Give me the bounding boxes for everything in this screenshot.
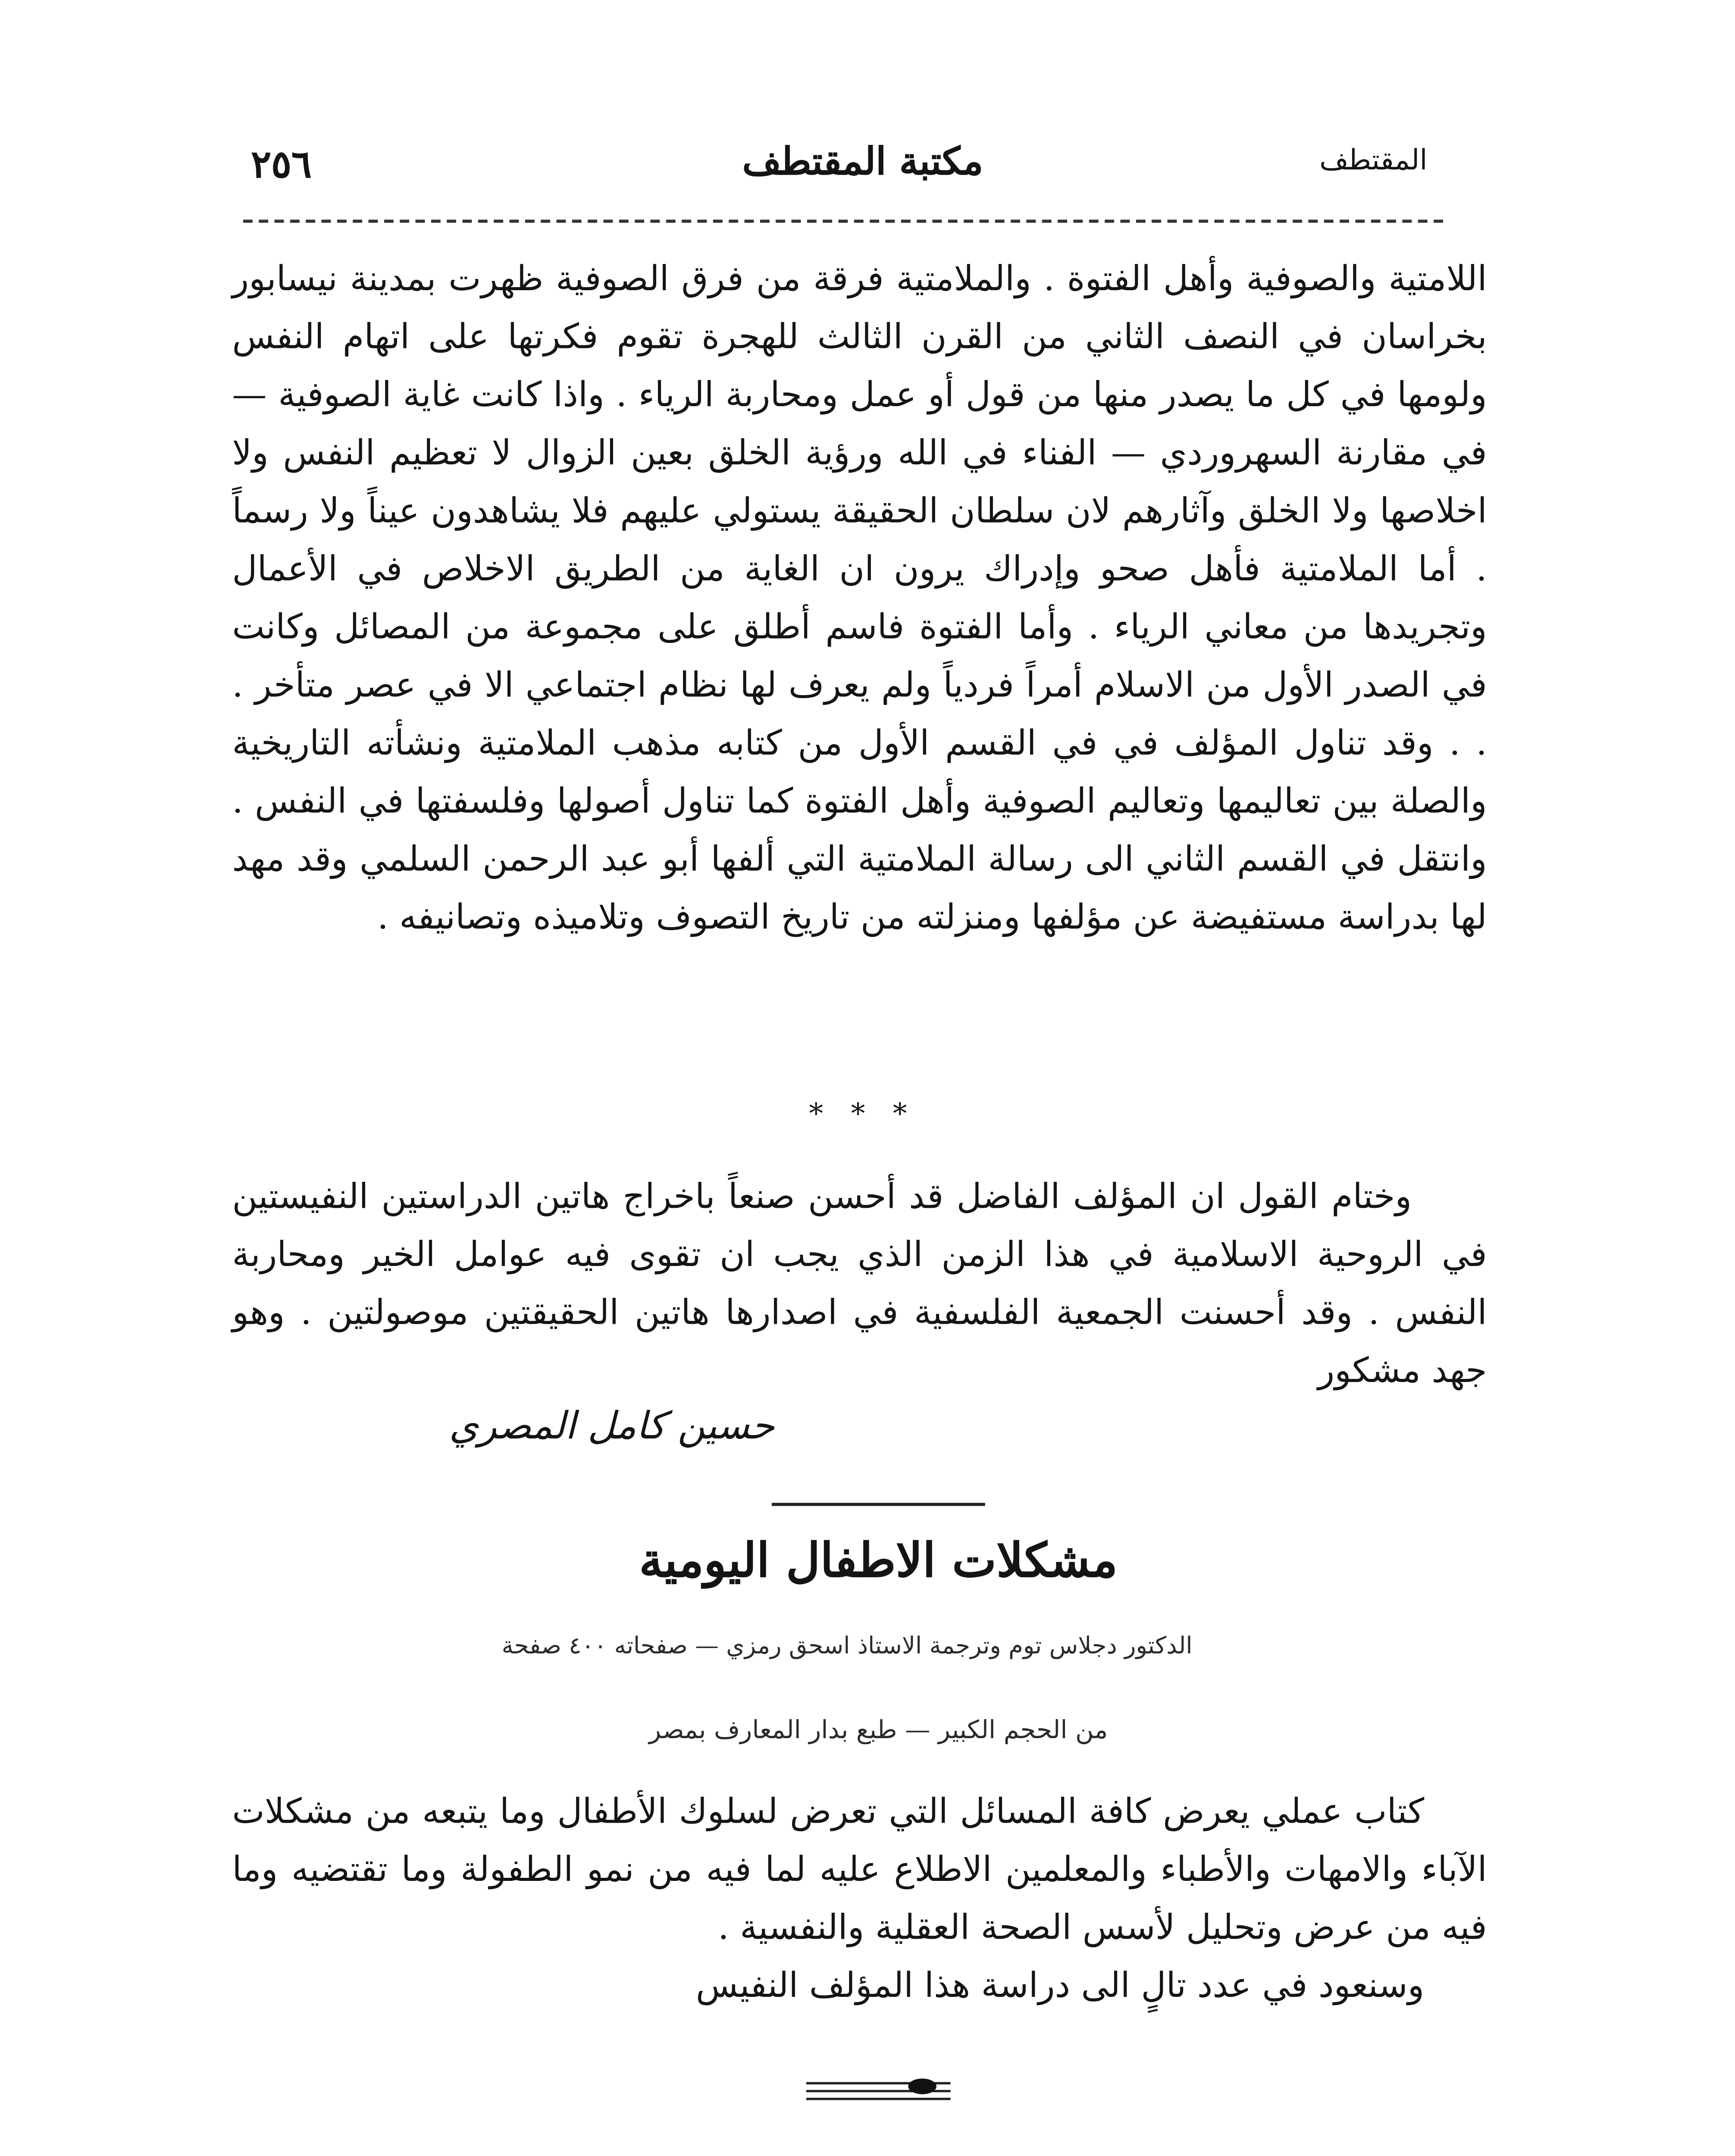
book-description-paragraph: كتاب عملي يعرض كافة المسائل التي تعرض لسلوك الأطفال وما يتبعه من مشكلات الآباء والامهات والأطباء والمعلمين الاطلاع عليه لما فيه من نمو الطفولة وما تقتضيه وما فيه من عرض وتحليل لأسس الصحة العقلية والنفسية . — [232, 1793, 1487, 1949]
book-description — [232, 1783, 1487, 2015]
book-title: مشكلات الاطفال اليومية — [639, 1534, 1118, 1589]
magazine-name: المقتطف — [1319, 144, 1428, 178]
review-paragraph: اللامتية والصوفية وأهل الفتوة . والملامتية فرقة من فرق الصوفية ظهرت بمدينة نيسابور بخراسان في النصف الثاني من القرن الثالث للهجرة تقوم فكرتها على اتهام النفس ولومها في كل ما يصدر منها من قول أو عمل ومحاربة الرياء . واذا كانت غاية الصوفية — في مقارنة السهروردي — الفناء في الله ورؤية الخلق بعين الزوال لا تعظيم النفس ولا اخلاصها ولا الخلق وآثارهم لان سلطان الحقيقة يستولي عليهم فلا يشاهدون عيناً ولا رسماً . أما الملامتية فأهل صحو وإدراك يرون ان الغاية من الطريق الاخلاص في الأعمال وتجريدها من معاني الرياء . وأما الفتوة فاسم أطلق على مجموعة من المصائل وكانت في الصدر الأول من الاسلام أمراً فردياً ولم يعرف لها نظام اجتماعي الا في عصر متأخر . . . وقد تناول المؤلف في في القسم الأول من كتابه مذهب الملامتية ونشأته التاريخية والصلة بين تعاليمها وتعاليم الصوفية وأهل الفتوة كما تناول أصولها وفلسفتها في النفس . وانتقل في القسم الثاني الى رسالة الملامتية التي ألفها أبو عبد الرحمن السلمي وقد مهد لها بدراسة مستفيضة عن مؤلفها ومنزلته من تاريخ التصوف وتلاميذه وتصانيفه . — [232, 260, 1487, 938]
book-followup-note: وسنعود في عدد تالٍ الى دراسة هذا المؤلف النفيس — [695, 1967, 1425, 2007]
closing-text — [232, 1169, 1487, 1401]
title-divider — [772, 1503, 985, 1506]
end-ornament — [803, 2074, 954, 2108]
section-separator: * * * — [809, 1098, 917, 1131]
page-header — [235, 138, 1443, 201]
closing-paragraph: وختام القول ان المؤلف الفاضل قد أحسن صنعاً باخراج هاتين الدراستين النفيستين في الروحية الاسلامية في هذا الزمن الذي يجب ان تقوى فيه عوامل الخير ومحاربة النفس . وقد أحسنت الجمعية الفلسفية في اصدارها هاتين الحقيقتين موصولتين . وهو جهد مشكور — [232, 1178, 1487, 1391]
header-divider — [243, 219, 1443, 222]
page-number: ٢٥٦ — [251, 141, 312, 187]
book-publisher: من الحجم الكبير — طبع بدار المعارف بمصر — [648, 1714, 1108, 1745]
review-text — [232, 251, 1487, 947]
book-byline: الدكتور دجلاس توم وترجمة الاستاذ اسحق رمزي — صفحاته ٤٠٠ صفحة — [501, 1631, 1193, 1660]
section-title: مكتبة المقتطف — [742, 138, 983, 184]
author-signature: حسين كامل المصري — [449, 1404, 775, 1448]
